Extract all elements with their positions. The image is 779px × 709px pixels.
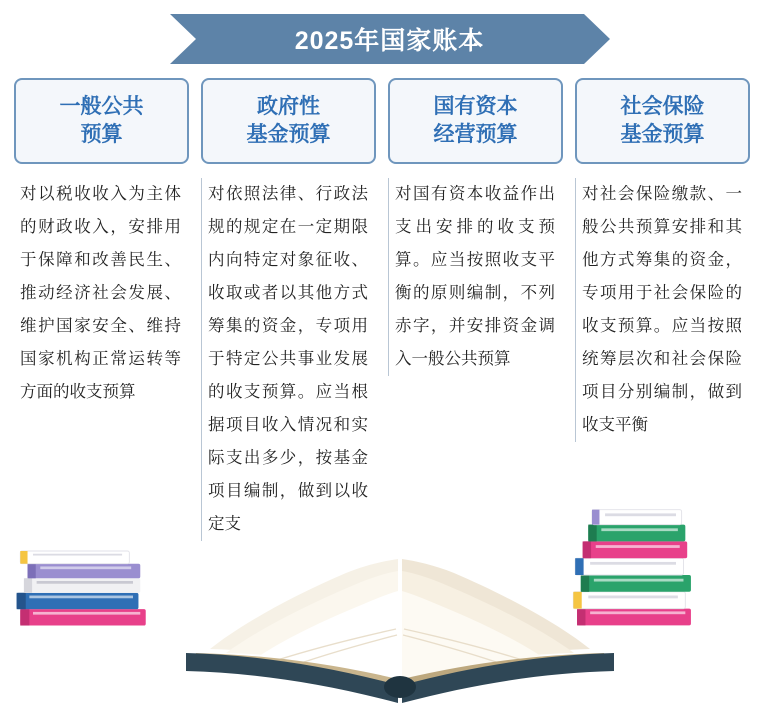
title-banner — [196, 14, 584, 64]
budget-columns — [14, 78, 765, 541]
column-body-general-public-budget: 对以税收收入为主体的财政收入，安排用于保障和改善民生、推动经济社会发展、维护国家安全、维持国家机构正常运转等方面的收支预算 — [20, 185, 181, 401]
header-line-1: 政府性 — [257, 95, 320, 119]
column-state-capital-operation-budget — [388, 78, 563, 541]
column-body-social-insurance-fund-budget: 对社会保险缴款、一般公共预算安排和其他方式筹集的资金，专项用于社会保险的收支预算。应当按照统筹层次和社会保险项目分别编制，做到收支平衡 — [575, 178, 750, 442]
header-line-1: 社会保险 — [620, 95, 705, 119]
title-banner-wrap — [0, 14, 779, 66]
column-header-state-capital-operation-budget[interactable] — [388, 78, 563, 164]
column-header-government-fund-budget[interactable] — [201, 78, 376, 164]
column-header-general-public-budget[interactable] — [14, 78, 189, 164]
column-header-social-insurance-fund-budget[interactable] — [575, 78, 750, 164]
column-body-state-capital-operation-budget: 对国有资本收益作出支出安排的收支预算。应当按照收支平衡的原则编制，不列赤字，并安排资金调入一般公共预算 — [388, 178, 563, 376]
page-title: 2025年国家账本 — [294, 27, 485, 55]
column-government-fund-budget — [201, 78, 376, 541]
header-line-2: 基金预算 — [620, 123, 705, 146]
header-line-2: 经营预算 — [433, 123, 518, 146]
header-line-1: 一般公共 — [59, 95, 144, 119]
column-general-public-budget — [14, 78, 189, 541]
header-line-2: 预算 — [80, 123, 123, 146]
header-line-2: 基金预算 — [246, 123, 331, 146]
stacked-books-left-icon — [8, 531, 158, 631]
header-line-1: 国有资本 — [433, 95, 518, 119]
column-body-government-fund-budget: 对依照法律、行政法规的规定在一定期限内向特定对象征收、收取或者以其他方式筹集的资金，专项用于特定公共事业发展的收支预算。应当根据项目收入情况和实际支出多少，按基金项目编制，做到以收定支 — [201, 178, 376, 541]
open-book-icon — [170, 529, 630, 709]
column-social-insurance-fund-budget — [575, 78, 750, 541]
